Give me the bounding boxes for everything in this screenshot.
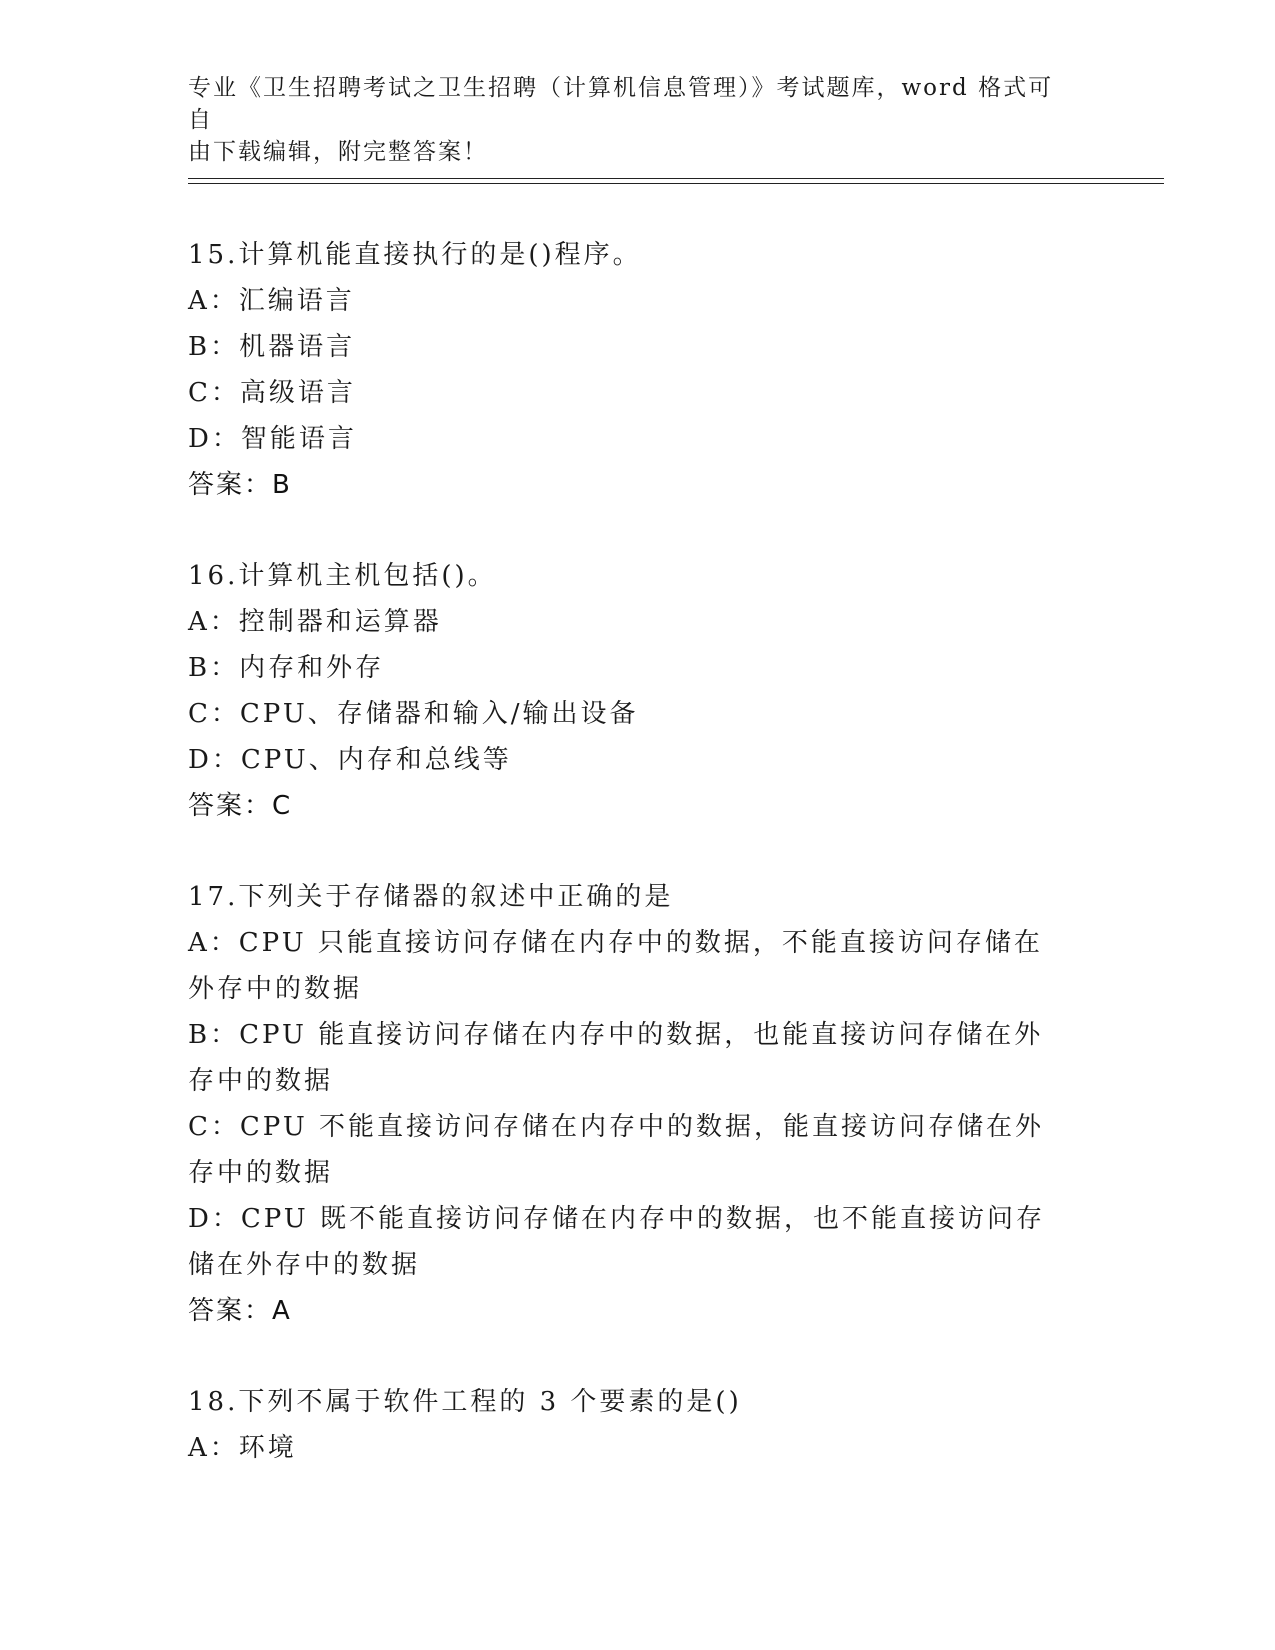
question-17 <box>188 874 1068 1334</box>
option-a: A：汇编语言 <box>188 286 355 316</box>
header-divider <box>188 178 1164 184</box>
question-text: 15.计算机能直接执行的是()程序。 <box>188 240 642 270</box>
option-c: C：CPU 不能直接访问存储在内存中的数据，能直接访问存储在外存中的数据 <box>188 1112 1045 1188</box>
header-line-1: 专业《卫生招聘考试之卫生招聘（计算机信息管理）》考试题库，word 格式可自 <box>188 75 1054 133</box>
answer: 答案：B <box>188 470 292 500</box>
question-text: 17.下列关于存储器的叙述中正确的是 <box>188 882 674 912</box>
option-b: B：CPU 能直接访问存储在内存中的数据，也能直接访问存储在外存中的数据 <box>188 1020 1044 1096</box>
answer: 答案：A <box>188 1296 292 1326</box>
header-line-2: 由下载编辑，附完整答案！ <box>188 139 488 165</box>
option-b: B：机器语言 <box>188 332 356 362</box>
option-d: D：CPU 既不能直接访问存储在内存中的数据，也不能直接访问存储在外存中的数据 <box>188 1204 1045 1280</box>
option-c: C：CPU、存储器和输入/输出设备 <box>188 699 639 729</box>
answer: 答案：C <box>188 791 293 821</box>
option-a: A：环境 <box>188 1433 297 1463</box>
option-b: B：内存和外存 <box>188 653 385 683</box>
question-16 <box>188 553 1068 829</box>
option-c: C：高级语言 <box>188 378 356 408</box>
question-18 <box>188 1379 1068 1471</box>
option-a: A：CPU 只能直接访问存储在内存中的数据，不能直接访问存储在外存中的数据 <box>188 928 1043 1004</box>
question-text: 18.下列不属于软件工程的 3 个要素的是() <box>188 1387 742 1417</box>
option-d: D：CPU、内存和总线等 <box>188 745 512 775</box>
question-list <box>188 232 1068 1516</box>
question-text: 16.计算机主机包括()。 <box>188 561 497 591</box>
question-15 <box>188 232 1068 508</box>
option-a: A：控制器和运算器 <box>188 607 442 637</box>
option-d: D：智能语言 <box>188 424 357 454</box>
document-header <box>188 72 1068 168</box>
